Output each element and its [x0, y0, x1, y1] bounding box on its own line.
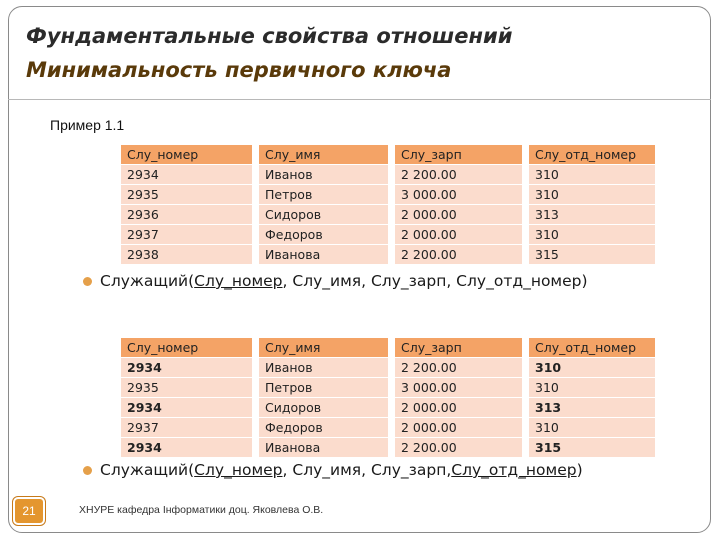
table-cell: 310 — [526, 185, 656, 205]
primary-key-attribute: Слу_номер — [194, 272, 283, 290]
table-row — [121, 165, 655, 185]
relation-attributes: , Слу_имя, Слу_зарп, — [282, 461, 452, 479]
table-row — [121, 438, 655, 458]
employee-table-1 — [121, 145, 655, 265]
table-cell: 2 200.00 — [392, 358, 526, 378]
table-cell: 2938 — [121, 245, 256, 265]
table-row — [121, 398, 655, 418]
table-cell: Петров — [256, 378, 392, 398]
column-header: Слу_зарп — [392, 145, 526, 165]
table-cell: 2 200.00 — [392, 438, 526, 458]
column-header: Слу_номер — [121, 338, 256, 358]
column-header: Слу_отд_номер — [526, 338, 656, 358]
table-cell: Иванов — [256, 165, 392, 185]
slide-subtitle: Минимальность первичного ключа — [26, 58, 452, 82]
table-cell: 2 000.00 — [392, 398, 526, 418]
table-cell: 2936 — [121, 205, 256, 225]
footer-text: ХНУРЕ кафедра Інформатики доц. Яковлева О.В. — [79, 504, 324, 516]
table-cell: 2 200.00 — [392, 245, 526, 265]
column-header: Слу_номер — [121, 145, 256, 165]
column-header: Слу_зарп — [392, 338, 526, 358]
table-cell: 315 — [526, 438, 656, 458]
table-cell: 3 000.00 — [392, 185, 526, 205]
table-cell: 310 — [526, 418, 656, 438]
example-label: Пример 1.1 — [50, 117, 125, 133]
table-cell: 2934 — [121, 398, 256, 418]
table-cell: Федоров — [256, 418, 392, 438]
table-cell: Сидоров — [256, 205, 392, 225]
table-row — [121, 418, 655, 438]
table-row — [121, 378, 655, 398]
table-row — [121, 205, 655, 225]
table-row — [121, 358, 655, 378]
table-cell: 2 000.00 — [392, 205, 526, 225]
table-row — [121, 225, 655, 245]
table-cell: Петров — [256, 185, 392, 205]
table-cell: 2934 — [121, 438, 256, 458]
page-number-badge: 21 — [13, 497, 45, 525]
table-header-row — [121, 338, 655, 358]
table-cell: Иванова — [256, 245, 392, 265]
table-cell: Федоров — [256, 225, 392, 245]
table-cell: 2934 — [121, 165, 256, 185]
table-cell: 2 200.00 — [392, 165, 526, 185]
table-cell: 310 — [526, 358, 656, 378]
table-cell: 2937 — [121, 418, 256, 438]
table-cell: 3 000.00 — [392, 378, 526, 398]
column-header: Слу_имя — [256, 338, 392, 358]
table-cell: 315 — [526, 245, 656, 265]
title-divider — [8, 99, 711, 100]
table-cell: 2937 — [121, 225, 256, 245]
relation-suffix: ) — [576, 461, 583, 479]
table-cell: 313 — [526, 205, 656, 225]
relation-schema-1 — [83, 272, 588, 290]
relation-prefix: Служащий( — [100, 272, 195, 290]
table-row — [121, 185, 655, 205]
table-cell: 310 — [526, 378, 656, 398]
primary-key-attribute: Слу_отд_номер — [451, 461, 577, 479]
table-cell: 2935 — [121, 185, 256, 205]
table-cell: 2 000.00 — [392, 225, 526, 245]
table-cell: 2 000.00 — [392, 418, 526, 438]
column-header: Слу_имя — [256, 145, 392, 165]
bullet-icon — [83, 277, 92, 286]
table-row — [121, 245, 655, 265]
primary-key-attribute: Слу_номер — [194, 461, 283, 479]
table-cell: 2935 — [121, 378, 256, 398]
relation-schema-2 — [83, 461, 583, 479]
table-cell: 310 — [526, 165, 656, 185]
bullet-icon — [83, 466, 92, 475]
table-cell: 310 — [526, 225, 656, 245]
relation-prefix: Служащий( — [100, 461, 195, 479]
table-header-row — [121, 145, 655, 165]
slide-title: Фундаментальные свойства отношений — [26, 24, 513, 48]
table-cell: Иванов — [256, 358, 392, 378]
employee-table-2 — [121, 338, 655, 458]
relation-attributes: , Слу_имя, Слу_зарп, Слу_отд_номер) — [282, 272, 588, 290]
table-cell: 313 — [526, 398, 656, 418]
column-header: Слу_отд_номер — [526, 145, 656, 165]
table-cell: 2934 — [121, 358, 256, 378]
table-cell: Иванова — [256, 438, 392, 458]
table-cell: Сидоров — [256, 398, 392, 418]
